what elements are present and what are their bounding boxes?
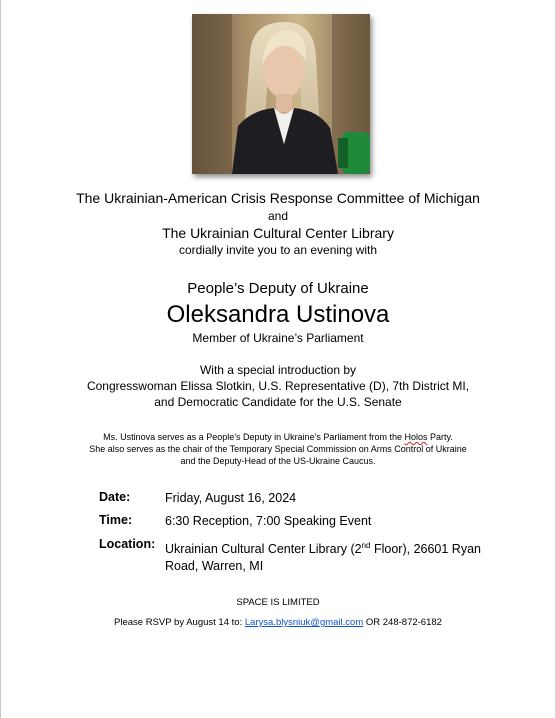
bio-line-1 <box>0 432 556 442</box>
page-edge-left <box>0 0 1 718</box>
rsvp-email-link[interactable]: Larysa.blysniuk@gmail.com <box>244 617 364 628</box>
host-organization-1: The Ukrainian-American Crisis Response Committee of Michigan <box>76 190 480 206</box>
introduction-line-1: With a special introduction by <box>199 363 357 377</box>
date-label: Date: <box>99 490 131 504</box>
speaker-photo <box>192 14 370 174</box>
location-part-1: Ukrainian Cultural Center Library (2 <box>165 542 362 557</box>
speaker-title: People’s Deputy of Ukraine <box>187 280 369 297</box>
speaker-photo-illustration <box>192 14 370 174</box>
bio-line-3: and the Deputy-Head of the US-Ukraine Caucus. <box>180 456 376 466</box>
time-value: 6:30 Reception, 7:00 Speaking Event <box>165 514 372 528</box>
party-name: Holos <box>404 432 428 442</box>
location-value <box>165 537 505 575</box>
introduction-line-2: Congresswoman Elissa Slotkin, U.S. Representative (D), 7th District MI, <box>86 379 470 393</box>
location-part-2: Floor), 26601 Ryan Road, Warren, MI <box>165 542 481 574</box>
invitation-line: cordially invite you to an evening with <box>178 243 378 257</box>
introduction-line-3: and Democratic Candidate for the U.S. Senate <box>154 395 402 409</box>
rsvp-text: Please RSVP by August 14 to: <box>114 617 245 628</box>
bio-line-1-end: Party. <box>427 432 453 442</box>
rsvp-line <box>0 617 556 628</box>
bio-line-1-start: Ms. Ustinova serves as a People’s Deputy in Ukraine’s Parliament from the <box>103 432 405 442</box>
time-label: Time: <box>99 513 133 527</box>
rsvp-phone: OR 248-872-6182 <box>363 617 442 628</box>
speaker-role: Member of Ukraine’s Parliament <box>192 331 364 345</box>
location-label: Location: <box>99 537 156 551</box>
header-and: and <box>267 209 289 223</box>
date-value: Friday, August 16, 2024 <box>165 491 297 505</box>
host-organization-2: The Ukrainian Cultural Center Library <box>162 225 394 241</box>
speaker-name: Oleksandra Ustinova <box>166 301 390 328</box>
location-ordinal: nd <box>361 541 371 550</box>
space-limited-notice: SPACE IS LIMITED <box>236 597 320 608</box>
bio-line-2: She also serves as the chair of the Temporary Special Commission on Arms Control of Ukraine <box>89 444 467 454</box>
